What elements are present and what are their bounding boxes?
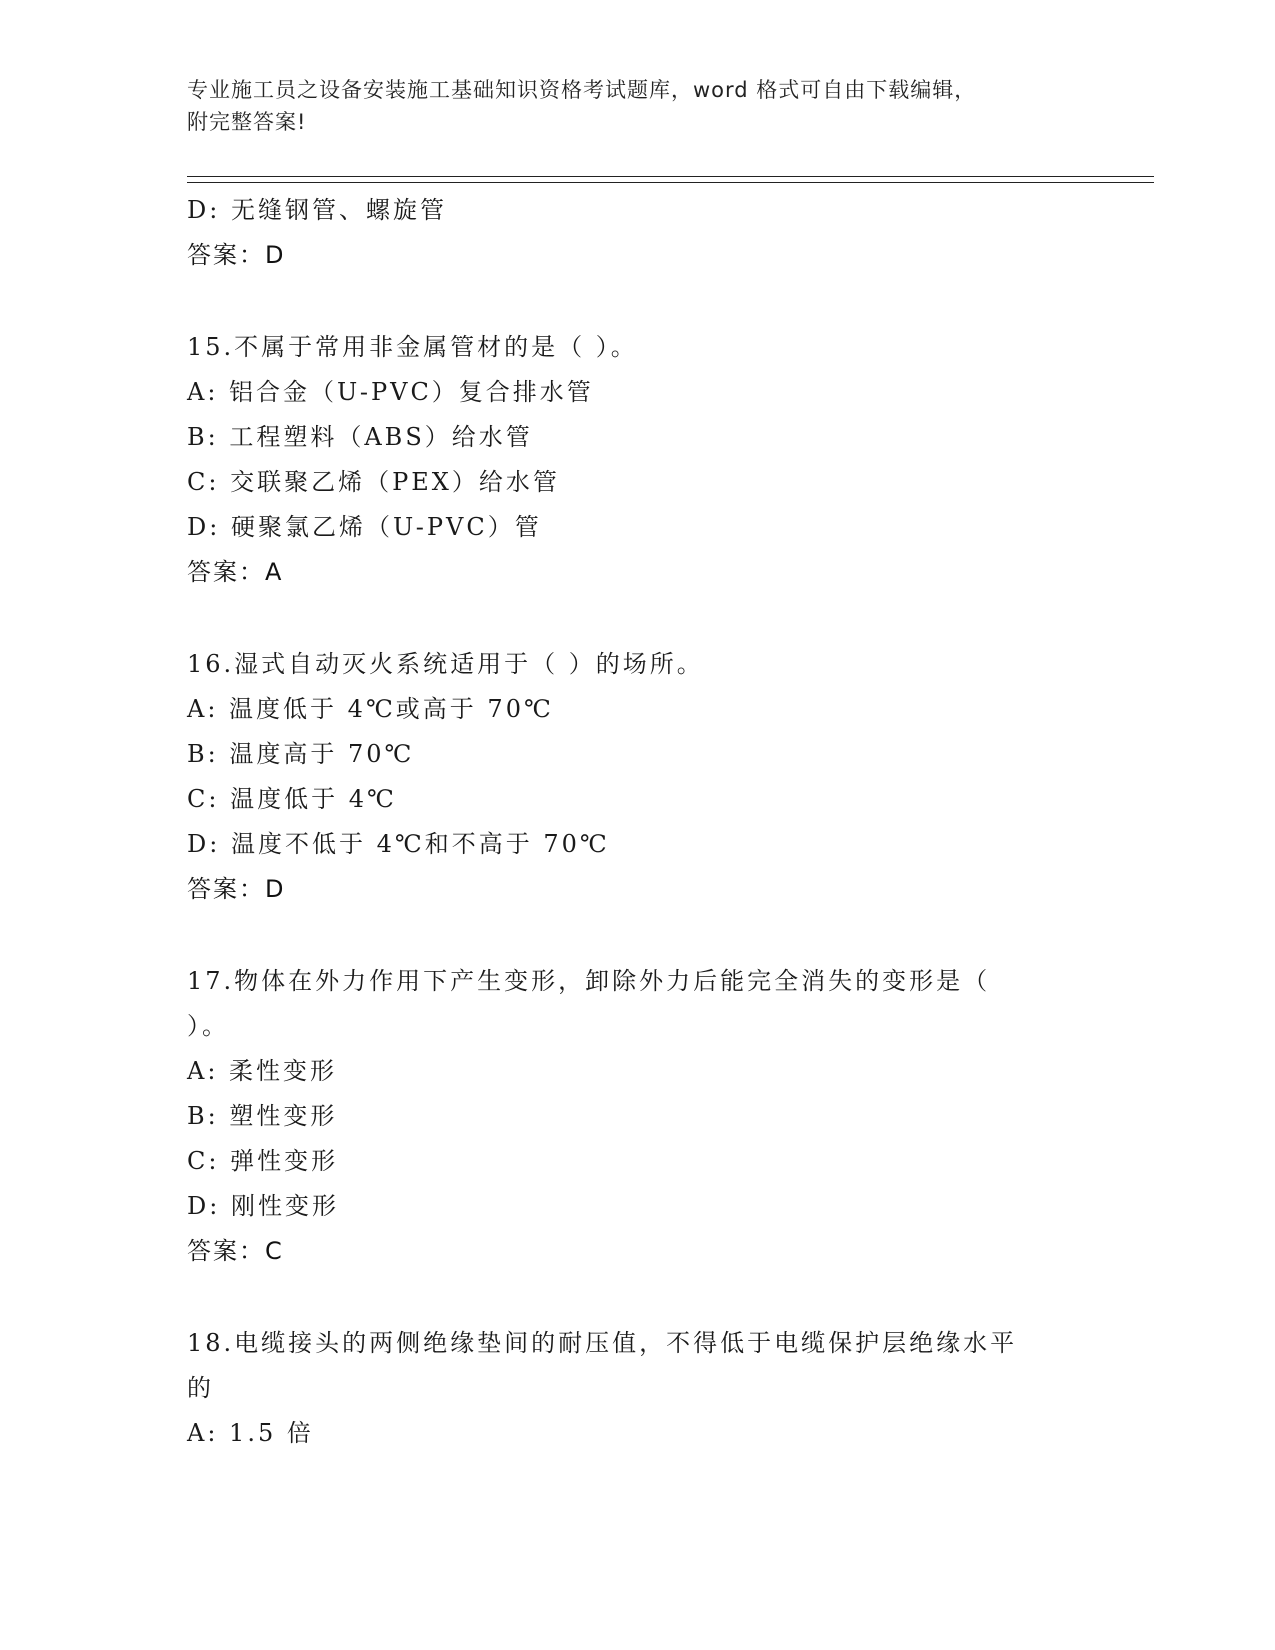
option-d: D: 刚性变形	[187, 1192, 339, 1220]
option-a: A: 1.5 倍	[187, 1419, 314, 1447]
option-b: B: 工程塑料（ABS）给水管	[187, 423, 533, 451]
question-16	[187, 642, 1087, 912]
option-a: A: 温度低于 4℃或高于 70℃	[187, 695, 554, 723]
header-divider-bottom	[187, 182, 1154, 183]
question-stem-line-2: 的	[187, 1374, 214, 1402]
header-line-1: 专业施工员之设备安装施工基础知识资格考试题库，word 格式可自由下载编辑，	[187, 78, 977, 102]
question-18	[187, 1321, 1087, 1456]
spacer	[187, 278, 1087, 325]
option-b: B: 温度高于 70℃	[187, 740, 415, 768]
question-stem: 16.湿式自动灭火系统适用于（ ）的场所。	[187, 650, 704, 678]
spacer	[187, 595, 1087, 642]
option-d: D: 无缝钢管、螺旋管	[187, 196, 447, 224]
question-14-continuation	[187, 188, 1087, 278]
question-stem: 15.不属于常用非金属管材的是（ ）。	[187, 333, 638, 361]
question-stem-line-1: 18.电缆接头的两侧绝缘垫间的耐压值，不得低于电缆保护层绝缘水平	[187, 1329, 1018, 1357]
answer-label: 答案：D	[187, 241, 286, 269]
option-c: C: 弹性变形	[187, 1147, 339, 1175]
question-15	[187, 325, 1087, 595]
header-divider-top	[187, 176, 1154, 177]
spacer	[187, 912, 1087, 959]
option-c: C: 交联聚乙烯（PEX）给水管	[187, 468, 560, 496]
header-line-2: 附完整答案!	[187, 110, 307, 134]
option-c: C: 温度低于 4℃	[187, 785, 397, 813]
option-a: A: 铝合金（U-PVC）复合排水管	[187, 378, 594, 406]
question-17	[187, 959, 1087, 1274]
option-a: A: 柔性变形	[187, 1057, 338, 1085]
option-d: D: 硬聚氯乙烯（U-PVC）管	[187, 513, 542, 541]
spacer	[187, 1274, 1087, 1321]
document-header	[187, 74, 1087, 138]
question-stem-line-2: ）。	[187, 1012, 229, 1040]
answer-label: 答案：D	[187, 875, 286, 903]
question-list	[187, 188, 1087, 1456]
answer-label: 答案：C	[187, 1237, 284, 1265]
answer-label: 答案：A	[187, 558, 284, 586]
option-d: D: 温度不低于 4℃和不高于 70℃	[187, 830, 610, 858]
question-stem-line-1: 17.物体在外力作用下产生变形，卸除外力后能完全消失的变形是（	[187, 967, 991, 995]
option-b: B: 塑性变形	[187, 1102, 338, 1130]
